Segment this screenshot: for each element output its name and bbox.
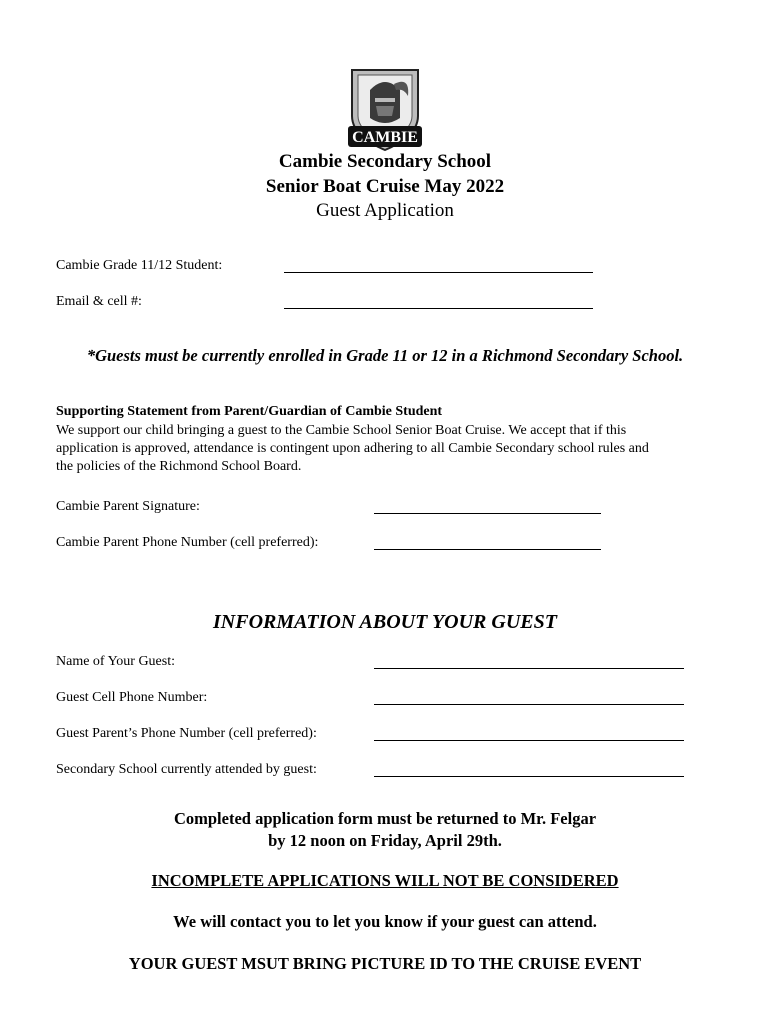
school-name: Cambie Secondary School: [278, 151, 492, 172]
picture-id-note: YOUR GUEST MSUT BRING PICTURE ID TO THE CRUISE EVENT: [128, 954, 642, 973]
support-line: the policies of the Richmond School Board.: [56, 459, 302, 474]
guest-parent-phone-field[interactable]: [374, 740, 684, 741]
logo-text: CAMBIE: [352, 129, 418, 146]
support-statement-body: [56, 422, 716, 476]
guest-school-field[interactable]: [374, 776, 684, 777]
cambie-knight-logo: [346, 66, 424, 152]
parent-phone-label: Cambie Parent Phone Number (cell preferred):: [56, 535, 319, 550]
parent-signature-label: Cambie Parent Signature:: [56, 499, 200, 514]
email-cell-label: Email & cell #:: [56, 294, 142, 309]
eligibility-notice: *Guests must be currently enrolled in Grade 11 or 12 in a Richmond Secondary School.: [86, 346, 684, 365]
guest-section-heading: INFORMATION ABOUT YOUR GUEST: [213, 611, 557, 633]
incomplete-warning-text: INCOMPLETE APPLICATIONS WILL NOT BE CONSIDERED: [151, 871, 619, 890]
guest-cell-label: Guest Cell Phone Number:: [56, 690, 208, 705]
return-instructions: [0, 808, 770, 852]
guest-name-field[interactable]: [374, 668, 684, 669]
support-line: We support our child bringing a guest to the Cambie School Senior Boat Cruise. We accept that if this: [56, 423, 627, 438]
guest-cell-field[interactable]: [374, 704, 684, 705]
support-line: application is approved, attendance is contingent upon adhering to all Cambie Secondary school rules and: [56, 441, 649, 456]
parent-phone-field[interactable]: [374, 549, 601, 550]
student-name-label: Cambie Grade 11/12 Student:: [56, 258, 223, 273]
form-title: Guest Application: [316, 200, 454, 221]
guest-name-label: Name of Your Guest:: [56, 654, 175, 669]
event-title: Senior Boat Cruise May 2022: [265, 176, 505, 197]
support-statement-title: Supporting Statement from Parent/Guardian of Cambie Student: [56, 404, 443, 419]
parent-signature-field[interactable]: [374, 513, 601, 514]
incomplete-warning: [0, 871, 770, 891]
student-name-field[interactable]: [284, 272, 593, 273]
guest-school-label: Secondary School currently attended by guest:: [56, 762, 317, 777]
guest-parent-phone-label: Guest Parent’s Phone Number (cell preferred):: [56, 726, 317, 741]
return-line: Completed application form must be returned to Mr. Felgar: [173, 809, 597, 828]
deadline-line: by 12 noon on Friday, April 29th.: [268, 831, 502, 850]
contact-note: We will contact you to let you know if your guest can attend.: [173, 912, 597, 931]
email-cell-field[interactable]: [284, 308, 593, 309]
